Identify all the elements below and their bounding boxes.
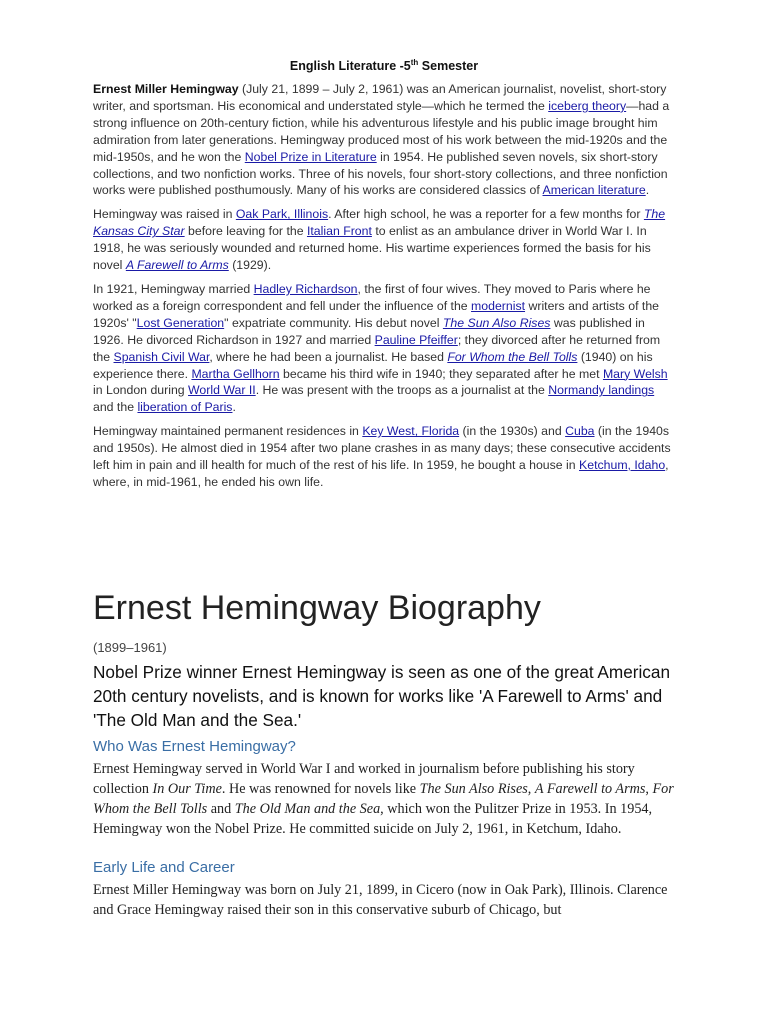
text: (1929). [228, 258, 272, 273]
link-hadley-richardson[interactable]: Hadley Richardson [253, 281, 358, 296]
link-world-war-ii[interactable]: World War II [188, 383, 256, 398]
text: " expatriate community. His debut novel [224, 315, 443, 330]
text: Hemingway was raised in [93, 207, 236, 222]
link-for-whom-the-bell-tolls[interactable]: For Whom the Bell Tolls [447, 349, 578, 364]
text: ; they divorced after he returned from the [93, 332, 661, 364]
wiki-paragraph-1 [93, 81, 675, 199]
link-martha-gellhorn[interactable]: Martha Gellhorn [191, 366, 280, 381]
link-key-west[interactable]: Key West, Florida [362, 424, 460, 439]
link-lost-generation[interactable]: Lost Generation [136, 315, 225, 330]
text: . He was renowned for novels like [221, 781, 420, 797]
text: (in the 1930s) and [459, 424, 566, 439]
text: (July 21, 1899 – July 2, 1961) was an American journalist, novelist, short-story writer, and sportsman. His economical and understated style—which he termed the [93, 82, 667, 113]
text: and the [93, 400, 138, 415]
link-spanish-civil-war[interactable]: Spanish Civil War [113, 349, 210, 364]
heading-early-life: Early Life and Career [93, 859, 235, 876]
link-nobel-prize[interactable]: Nobel Prize in Literature [244, 149, 377, 164]
text: , which won the Pulitzer Prize in 1953. In 1954, Hemingway won the Nobel Prize. He committed suicide on July 2, 1961, in Ketchum, Idaho. [93, 801, 653, 837]
title-italic: A Farewell to Arms [534, 781, 646, 797]
text: . [645, 183, 650, 198]
text: was published in 1926. He divorced Richardson in 1927 and married [93, 315, 645, 347]
title-superscript: th [410, 58, 419, 67]
text: , the first of four wives. They moved to Paris where he worked as a foreign correspondent and fell under the influence of the [93, 281, 651, 313]
text: . He was present with the troops as a journalist at the [255, 383, 549, 398]
text: —had a strong influence on 20th-century fiction, while his adventurous lifestyle and his public image brought him admiration from later generations. Hemingway produced most of his work between the mid-1920s and the mid-1950s, and he won the [93, 98, 670, 164]
title-italic: For Whom the Bell Tolls [93, 781, 674, 817]
text: In 1921, Hemingway married [93, 281, 254, 296]
subject-name: Ernest Miller Hemingway [93, 82, 239, 96]
text: , [645, 781, 653, 797]
wiki-paragraph-2 [93, 206, 675, 274]
link-liberation-of-paris[interactable]: liberation of Paris [137, 400, 233, 415]
link-iceberg-theory[interactable]: iceberg theory [548, 98, 627, 113]
wiki-paragraph-4 [93, 423, 675, 491]
link-oak-park[interactable]: Oak Park, Illinois [235, 207, 329, 222]
link-modernist[interactable]: modernist [471, 298, 526, 313]
text: . [232, 400, 236, 415]
text: in 1954. He published seven novels, six short-story collections, and two nonfiction works. Three of his novels, four short-story collections, and three nonfiction works were published posthumously. Many of his works are considered classics of [93, 149, 668, 198]
text: writers and artists of the 1920s' " [93, 298, 659, 330]
title-italic: In Our Time [152, 781, 222, 797]
text: (1940) on his experience there. [93, 349, 653, 381]
text: . After high school, he was a reporter for a few months for [328, 207, 644, 222]
text: Ernest Hemingway served in World War I and worked in journalism before publishing his story collection [93, 761, 635, 797]
heading-who-was: Who Was Ernest Hemingway? [93, 738, 296, 755]
link-farewell-to-arms[interactable]: A Farewell to Arms [125, 258, 229, 273]
text: to enlist as an ambulance driver in World War I. In 1918, he was seriously wounded and returned home. His wartime experiences formed the basis for his novel [93, 224, 651, 273]
document-title [93, 58, 675, 73]
link-ketchum-idaho[interactable]: Ketchum, Idaho [579, 458, 666, 473]
link-normandy-landings[interactable]: Normandy landings [548, 383, 655, 398]
wiki-excerpt [93, 81, 675, 498]
link-kansas-city-star[interactable]: The Kansas City Star [93, 207, 666, 239]
biography-lede: Nobel Prize winner Ernest Hemingway is seen as one of the great American 20th century novelists, and is known for works like 'A Farewell to Arms' and 'The Old Man and the Sea.' [93, 662, 671, 730]
text: before leaving for the [184, 224, 307, 239]
biography-years: (1899–1961) [93, 640, 167, 655]
wiki-paragraph-3 [93, 281, 675, 416]
link-mary-welsh[interactable]: Mary Welsh [602, 366, 668, 381]
paragraph-who-was [93, 759, 683, 839]
paragraph-early-life: Ernest Miller Hemingway was born on July 21, 1899, in Cicero (now in Oak Park), Illinois. Clarence and Grace Hemingway raised their son in this conservative suburb of Chicago, but [93, 882, 668, 918]
title-suffix: Semester [418, 59, 479, 73]
text: , where he had been a journalist. He based [209, 349, 448, 364]
text: and [207, 801, 235, 817]
text: , [527, 781, 535, 797]
title-italic: The Sun Also Rises [419, 781, 528, 797]
text: Hemingway maintained permanent residences in [93, 424, 363, 439]
link-sun-also-rises[interactable]: The Sun Also Rises [442, 315, 551, 330]
text: in London during [93, 383, 189, 398]
link-cuba[interactable]: Cuba [565, 424, 595, 439]
text: (in the 1940s and 1950s). He almost died in 1954 after two plane crashes in as many days; these consecutive accidents left him in pain and ill health for much of the rest of his life. In 1959, he bought a house in [93, 424, 671, 473]
link-pauline-pfeiffer[interactable]: Pauline Pfeiffer [374, 332, 458, 347]
biography-title: Ernest Hemingway Biography [93, 589, 541, 627]
link-american-literature[interactable]: American literature [542, 183, 646, 198]
title-italic: The Old Man and the Sea [234, 801, 381, 817]
biography-section [93, 586, 683, 920]
title-text: English Literature -5 [289, 59, 411, 73]
text: , where, in mid-1961, he ended his own life. [93, 458, 669, 489]
link-italian-front[interactable]: Italian Front [306, 224, 372, 239]
text: became his third wife in 1940; they separated after he met [279, 366, 603, 381]
